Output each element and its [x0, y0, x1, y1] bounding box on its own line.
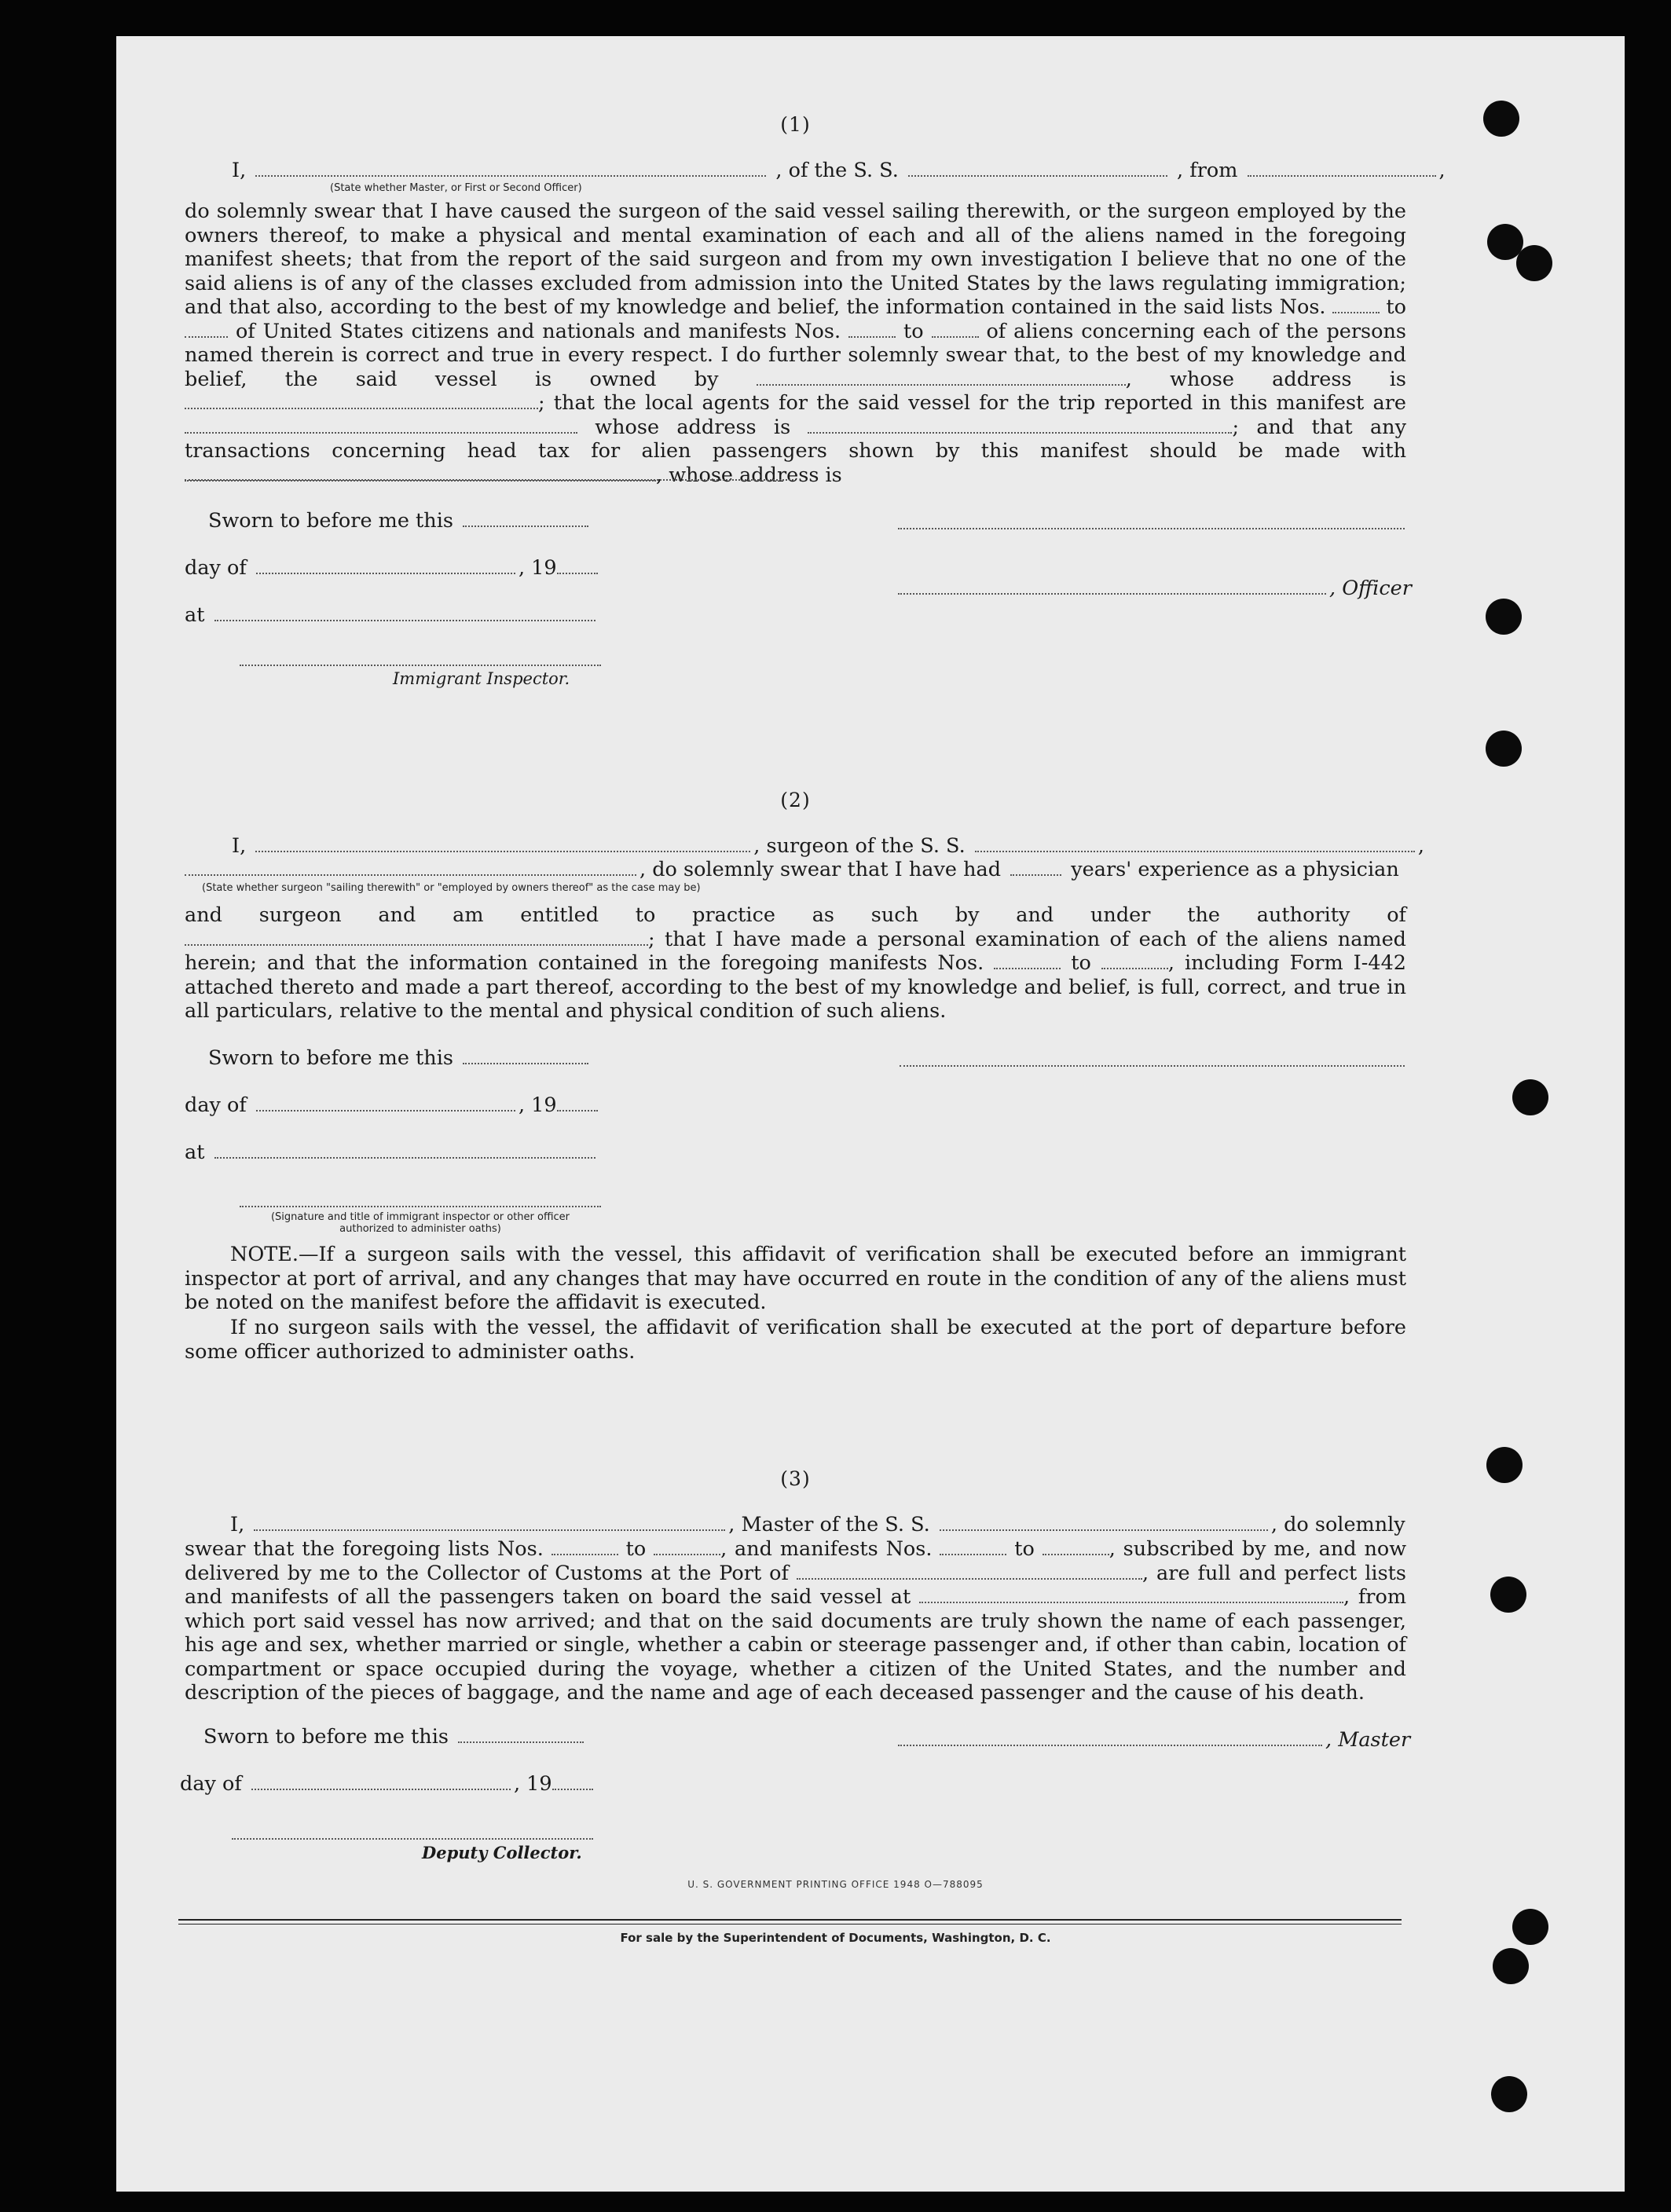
officer-line-2	[898, 577, 1412, 600]
head-tax-address-field[interactable]	[185, 479, 793, 481]
body-text: whose address is	[595, 415, 791, 439]
binder-hole	[1486, 599, 1522, 635]
year-label: , 19	[513, 1772, 552, 1796]
agents-address-field[interactable]	[808, 432, 1232, 434]
year-field-3[interactable]	[552, 1789, 593, 1790]
section-heading: (1)	[780, 113, 811, 136]
officer-name-field[interactable]	[255, 175, 766, 177]
manifests-from-field[interactable]	[848, 336, 896, 338]
surgeon-signature-line[interactable]	[900, 1065, 1405, 1067]
inspector-signature-line[interactable]	[240, 665, 601, 666]
binder-hole	[1486, 731, 1522, 767]
local-agents-field[interactable]	[185, 432, 577, 434]
binder-hole	[1483, 101, 1519, 137]
body-text: , and manifests Nos.	[720, 1537, 933, 1561]
vessel-name-field-2[interactable]	[975, 851, 1415, 852]
manifests-to-field-3[interactable]	[1043, 1554, 1109, 1555]
day-of-label: day of	[180, 1772, 242, 1796]
owner-field[interactable]	[757, 384, 1126, 386]
lists-from-field-3[interactable]	[552, 1554, 618, 1555]
body-text: to	[625, 1537, 647, 1561]
binder-hole	[1486, 1447, 1523, 1483]
lists-to-field[interactable]	[185, 336, 228, 338]
section-2-body	[185, 903, 1406, 1024]
years-label: years' experience as a physician	[1071, 858, 1399, 881]
at-label: at	[185, 1141, 205, 1164]
section-heading: (2)	[780, 789, 811, 811]
at-label: at	[185, 603, 205, 627]
body-text: ; that the local agents for the said vessel for the trip reported in this manifest are	[538, 391, 1406, 415]
surgeon-note: (State whether surgeon "sailing therewith" or "employed by owners thereof" as the case may be)	[202, 882, 701, 894]
footer-rule	[178, 1919, 1402, 1921]
lists-to-field-3[interactable]	[654, 1554, 720, 1555]
note-paragraph	[185, 1243, 1406, 1315]
body-text: do solemnly swear that I have caused the surgeon of the said vessel sailing therewith, or the surgeon employed by the owners thereof, to make a physical and mental examination of each and all of the aliens named in the foregoing manifest sheets; that from the report of the said surgeon and from my own investigation I believe that no one of the said aliens is of any of the classes excluded from admission into the United States by the laws regulating immigration; and that also, according to the best of my knowledge and belief, the information contained in the said lists Nos.	[185, 200, 1406, 319]
sworn-line	[208, 509, 592, 533]
body-text: to	[1071, 951, 1091, 975]
note-text: If no surgeon sails with the vessel, the affidavit of verification shall be executed at the port of departure before some officer authorized to administer oaths.	[185, 1316, 1406, 1364]
body-text: to	[1386, 295, 1407, 319]
year-field[interactable]	[557, 573, 598, 574]
body-text: of aliens concerning each of the persons named therein is correct and true in every respect. I do further solemnly swear that, to the best of my knowledge and belief, the said vessel is owned by	[185, 319, 1406, 391]
port-field[interactable]	[797, 1578, 1142, 1580]
at-line	[185, 1141, 599, 1164]
month-field[interactable]	[256, 573, 515, 574]
boarding-port-field[interactable]	[919, 1602, 1343, 1603]
note-text: —If a surgeon sails with the vessel, this affidavit of verification shall be executed before an immigrant inspector at port of arrival, and any changes that may have occurred en route in the condition of any of the aliens must be noted on the manifest before the affidavit is executed.	[185, 1243, 1406, 1314]
officer-label: , Officer	[1329, 577, 1412, 600]
binder-hole	[1491, 2076, 1527, 2112]
note-paragraph-2	[185, 1316, 1406, 1364]
body-text: , including Form I-442 attached thereto and made a part thereof, according to the best of my knowledge and belief, is full, correct, and true in all particulars, relative to the mental and physical condition of such aliens.	[185, 951, 1407, 1023]
body-text: , whose address is	[1125, 367, 1406, 391]
officer-line: I, , of the S. S. , from ,	[232, 159, 1446, 182]
manifests-to-field-2[interactable]	[1101, 968, 1168, 969]
manifests-to-field[interactable]	[932, 336, 979, 338]
label-of-ss: , of the S. S.	[775, 159, 899, 182]
surgeon-line: I, , surgeon of the S. S. ,	[232, 834, 1424, 858]
manifests-from-field-2[interactable]	[994, 968, 1061, 969]
vessel-name-field[interactable]	[908, 175, 1167, 177]
sworn-label: Sworn to before me this	[203, 1725, 449, 1749]
sworn-label: Sworn to before me this	[208, 509, 453, 533]
day-of-label: day of	[185, 1093, 247, 1117]
year-label: , 19	[518, 556, 557, 580]
label-i: I,	[230, 1513, 245, 1536]
month-field-2[interactable]	[256, 1110, 515, 1111]
body-text: of United States citizens and nationals and manifests Nos.	[235, 319, 841, 343]
section-1-body	[185, 200, 1406, 487]
surgeon-name-field[interactable]	[255, 851, 750, 852]
from-port-field[interactable]	[1248, 175, 1436, 177]
label-i: I,	[232, 834, 247, 858]
deputy-signature-line[interactable]	[232, 1838, 593, 1840]
binder-hole	[1493, 1948, 1529, 1984]
lists-from-field[interactable]	[1332, 312, 1380, 313]
body-text: to	[1014, 1537, 1035, 1561]
label-surgeon-ss: , surgeon of the S. S.	[753, 834, 966, 858]
label-master-ss: , Master of the S. S.	[728, 1513, 930, 1536]
body-text: to	[903, 319, 924, 343]
authority-field[interactable]	[185, 944, 648, 946]
at-line	[185, 603, 599, 627]
year-label: , 19	[518, 1093, 557, 1117]
owner-address-field[interactable]	[185, 408, 538, 409]
master-label: , Master	[1325, 1728, 1411, 1752]
body-text: ; and that any transactions concerning head tax for alien passengers shown by this manifest should be made with	[185, 415, 1406, 463]
label-i: I,	[232, 159, 247, 182]
officer-signature-line-1[interactable]	[898, 528, 1405, 529]
years-field[interactable]	[1010, 874, 1061, 876]
master-line	[230, 1513, 1405, 1536]
day-of-line	[185, 556, 601, 580]
deputy-label: Deputy Collector.	[422, 1843, 582, 1862]
body-text: ; that I have made a personal examination of each of the aliens named herein; and that the information contained in the foregoing manifests Nos.	[185, 927, 1406, 975]
day-of-line	[180, 1772, 596, 1796]
surgeon-status-field[interactable]	[185, 874, 636, 876]
printing-office-imprint: U. S. GOVERNMENT PRINTING OFFICE 1948 O—788095	[687, 1879, 984, 1890]
day-of-line	[185, 1093, 601, 1117]
body-text: , from which port said vessel has now arrived; and that on the said documents are truly shown the name of each passenger, his age and sex, whether married or single, whether a cabin or steerage passenger and, if other than cabin, location of compartment or space occupied during the voyage, whether a citizen of the United States, and the number and description of the pieces of baggage, and the name and age of each deceased passenger and the cause of his death.	[185, 1585, 1407, 1705]
binder-hole	[1490, 1577, 1526, 1613]
label-do-solemnly: , do solemnly	[1270, 1513, 1405, 1536]
manifests-from-field-3[interactable]	[940, 1554, 1006, 1555]
sworn-line	[203, 1725, 587, 1749]
authorized-signature-line[interactable]	[240, 1206, 601, 1207]
master-name-field[interactable]	[254, 1529, 725, 1531]
day-of-label: day of	[185, 556, 247, 580]
footer-text: For sale by the Superintendent of Documents, Washington, D. C.	[620, 1931, 1051, 1945]
month-field-3[interactable]	[251, 1789, 511, 1790]
body-text: , are full and perfect lists and manifests of all the passengers taken on board the said vessel at	[185, 1561, 1407, 1609]
officer-signature-field[interactable]	[898, 593, 1326, 595]
swear-label: , do solemnly swear that I have had	[639, 858, 1002, 881]
at-place-field-2[interactable]	[214, 1157, 595, 1159]
binder-hole	[1516, 245, 1552, 281]
officer-note: (State whether Master, or First or Second Officer)	[330, 182, 582, 194]
body-text: swear that the foregoing lists Nos.	[185, 1537, 544, 1561]
sworn-day-field[interactable]	[463, 526, 588, 527]
inspector-label: Immigrant Inspector.	[393, 669, 570, 688]
master-signature-field[interactable]	[898, 1745, 1322, 1746]
sworn-day-field-3[interactable]	[458, 1741, 584, 1743]
signature-note: (Signature and title of immigrant inspector or other officer authorized to administer oaths)	[270, 1211, 570, 1235]
vessel-name-field-3[interactable]	[940, 1529, 1268, 1531]
body-text: , subscribed by me, and now delivered by me to the Collector of Customs at the Port of	[185, 1537, 1407, 1585]
binder-hole	[1512, 1079, 1548, 1115]
label-from: , from	[1177, 159, 1238, 182]
sworn-line	[208, 1046, 592, 1070]
footer-rule	[178, 1924, 1402, 1925]
note-label: NOTE.	[230, 1243, 299, 1266]
at-place-field[interactable]	[214, 620, 595, 621]
year-field-2[interactable]	[557, 1110, 598, 1111]
sworn-day-field-2[interactable]	[463, 1063, 588, 1064]
body-text: and surgeon and am entitled to practice as such by and under the authority of	[185, 903, 1406, 927]
body-text: , whose address is	[656, 463, 842, 487]
master-signature-line	[898, 1728, 1410, 1752]
experience-line	[185, 858, 1399, 881]
section-3-body	[185, 1537, 1406, 1705]
sworn-label: Sworn to before me this	[208, 1046, 453, 1070]
section-heading: (3)	[780, 1467, 811, 1490]
